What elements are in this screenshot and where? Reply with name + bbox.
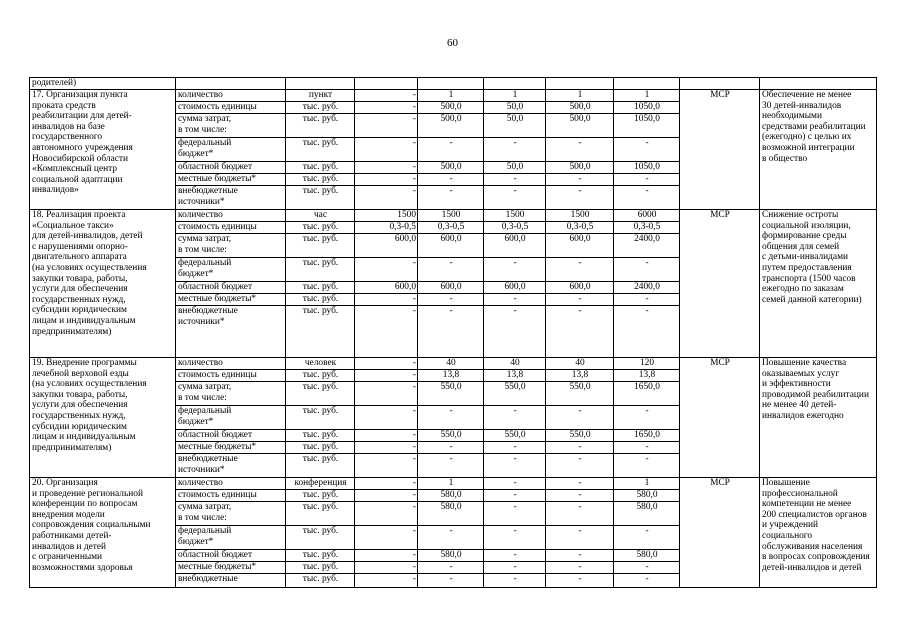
value-cell: - [546,550,614,562]
value-cell: - [355,174,418,186]
value-cell: 600,0 [418,234,484,258]
value-cell: - [546,502,614,526]
value-cell: - [355,526,418,550]
unit-cell: тыс. руб. [286,382,355,406]
value-cell: 1050,0 [614,114,680,138]
measure-description: 20. Организация и проведение региональной конференции по вопросам внедрения модели сопровождения социальными работниками детей- инвалидов и детей с ограниченными возможностями здоровья [30,478,176,588]
value-cell: - [418,306,484,358]
value-cell: 600,0 [484,282,546,294]
value-cell: - [614,562,680,574]
value-cell: 1 [418,478,484,490]
value-cell: 1500 [418,210,484,222]
value-cell: - [355,186,418,210]
value-cell: - [614,186,680,210]
value-cell: - [614,574,680,588]
value-cell: 550,0 [484,382,546,406]
value-cell: 1 [614,478,680,490]
indicator-label: федеральный бюджет* [176,258,286,282]
value-cell: - [355,102,418,114]
value-cell: 13,8 [546,370,614,382]
unit-cell: тыс. руб. [286,526,355,550]
value-cell: 600,0 [546,282,614,294]
value-cell: 40 [418,358,484,370]
value-cell: - [418,526,484,550]
value-cell: - [355,138,418,162]
value-cell: - [546,406,614,430]
value-cell: - [484,138,546,162]
value-cell: 40 [546,358,614,370]
indicator-label: федеральный бюджет* [176,138,286,162]
value-cell: 600,0 [484,234,546,258]
expected-result: Снижение остроты социальной изоляции, формирование среды общения для семей с детьми-инвалидами путем предоставления транспорта (1500 часов ежегодно по заказам семей данной категории) [760,210,877,358]
value-cell: - [355,358,418,370]
value-cell: 550,0 [418,382,484,406]
value-cell: - [546,490,614,502]
value-cell: 1 [418,90,484,102]
indicator-label: областной бюджет [176,550,286,562]
unit-cell: час [286,210,355,222]
value-cell: 1500 [484,210,546,222]
value-cell: 2400,0 [614,282,680,294]
expected-result: Повышение профессиональной компетенции не менее 200 специалистов органов и учреждений социального обслуживания населения в вопросах сопровождения детей-инвалидов и детей [760,478,877,588]
value-cell: - [546,526,614,550]
indicator-label: местные бюджеты* [176,294,286,306]
value-cell: - [355,306,418,358]
value-cell: - [546,186,614,210]
unit-cell: тыс. руб. [286,186,355,210]
value-cell: - [546,478,614,490]
value-cell: 1 [614,90,680,102]
value-cell: - [484,562,546,574]
value-cell: - [355,382,418,406]
indicator-label: местные бюджеты* [176,174,286,186]
indicator-label: внебюджетные источники* [176,186,286,210]
value-cell: - [484,294,546,306]
value-cell: - [546,258,614,282]
value-cell: - [355,454,418,478]
value-cell: 580,0 [614,490,680,502]
unit-cell: тыс. руб. [286,114,355,138]
unit-cell: тыс. руб. [286,442,355,454]
indicator-label: стоимость единицы [176,222,286,234]
indicator-label: сумма затрат, в том числе: [176,114,286,138]
indicator-label: областной бюджет [176,162,286,174]
measure-description: 18. Реализация проекта «Социальное такси» для детей-инвалидов, детей с нарушениями опорно- двигательного аппарата (на условиях осуществления закупки товара, работы, услуги для обеспечения государственных нужд, субсидии юридическим лицам и индивидуальным предпринимателям) [30,210,176,358]
value-cell: - [614,258,680,282]
value-cell: 600,0 [355,282,418,294]
executor-cell: МСР [680,358,760,478]
value-cell: - [418,562,484,574]
value-cell: 580,0 [418,490,484,502]
value-cell: 13,8 [484,370,546,382]
indicator-label: сумма затрат, в том числе: [176,502,286,526]
value-cell: 550,0 [484,430,546,442]
value-cell: 1650,0 [614,382,680,406]
indicator-label: федеральный бюджет* [176,526,286,550]
value-cell: 1650,0 [614,430,680,442]
unit-cell: тыс. руб. [286,454,355,478]
value-cell: - [355,478,418,490]
value-cell: 0,3-0,5 [418,222,484,234]
indicator-label: внебюджетные [176,574,286,588]
unit-cell: тыс. руб. [286,490,355,502]
continuation-text: родителей) [30,78,176,90]
value-cell: - [614,442,680,454]
value-cell: - [418,138,484,162]
executor-cell: МСР [680,478,760,588]
table-row [30,358,877,370]
value-cell: - [355,550,418,562]
unit-cell: тыс. руб. [286,574,355,588]
value-cell: - [418,454,484,478]
value-cell: - [418,174,484,186]
value-cell: - [614,138,680,162]
continuation-row [30,78,877,90]
value-cell: - [355,370,418,382]
value-cell: 0,3-0,5 [546,222,614,234]
value-cell: 600,0 [355,234,418,258]
value-cell: - [418,258,484,282]
value-cell: - [484,174,546,186]
value-cell: 600,0 [418,282,484,294]
unit-cell: конференция [286,478,355,490]
unit-cell: тыс. руб. [286,258,355,282]
indicator-label: местные бюджеты* [176,562,286,574]
indicator-label: сумма затрат, в том числе: [176,234,286,258]
indicator-label: количество [176,210,286,222]
indicator-label: стоимость единицы [176,102,286,114]
value-cell: - [546,574,614,588]
value-cell: 1 [484,90,546,102]
unit-cell: тыс. руб. [286,234,355,258]
value-cell: 550,0 [546,382,614,406]
program-measures-table [29,77,877,588]
value-cell: - [355,114,418,138]
indicator-label: количество [176,90,286,102]
value-cell: - [484,406,546,430]
value-cell: - [355,90,418,102]
executor-cell: МСР [680,210,760,358]
value-cell: - [546,454,614,478]
unit-cell: тыс. руб. [286,306,355,358]
value-cell: 13,8 [418,370,484,382]
value-cell: 6000 [614,210,680,222]
value-cell: - [355,430,418,442]
value-cell: - [418,442,484,454]
measure-description: 17. Организация пункта проката средств реабилитации для детей- инвалидов на базе государственного автономного учреждения Новосибирской области «Комплексный центр социальной адаптации инвалидов» [30,90,176,210]
value-cell: 500,0 [546,162,614,174]
value-cell: - [484,442,546,454]
indicator-label: количество [176,358,286,370]
value-cell: 50,0 [484,102,546,114]
value-cell: - [614,294,680,306]
value-cell: 580,0 [614,502,680,526]
unit-cell: тыс. руб. [286,430,355,442]
unit-cell: тыс. руб. [286,294,355,306]
value-cell: - [418,406,484,430]
value-cell: - [355,562,418,574]
table-row [30,90,877,102]
value-cell: 500,0 [546,102,614,114]
value-cell: 550,0 [546,430,614,442]
indicator-label: внебюджетные источники* [176,454,286,478]
value-cell: - [355,258,418,282]
unit-cell: тыс. руб. [286,282,355,294]
value-cell: - [484,186,546,210]
unit-cell: тыс. руб. [286,550,355,562]
unit-cell: тыс. руб. [286,162,355,174]
value-cell: 500,0 [418,114,484,138]
value-cell: - [484,306,546,358]
indicator-label: стоимость единицы [176,370,286,382]
unit-cell: пункт [286,90,355,102]
indicator-label: сумма затрат, в том числе: [176,382,286,406]
page-number: 60 [447,37,458,49]
value-cell: 580,0 [614,550,680,562]
value-cell: - [355,490,418,502]
value-cell: - [484,258,546,282]
unit-cell: тыс. руб. [286,222,355,234]
value-cell: 50,0 [484,114,546,138]
value-cell: 1 [546,90,614,102]
indicator-label: местные бюджеты* [176,442,286,454]
value-cell: - [546,174,614,186]
value-cell: 550,0 [418,430,484,442]
value-cell: - [418,186,484,210]
value-cell: 120 [614,358,680,370]
value-cell: - [614,306,680,358]
unit-cell: тыс. руб. [286,102,355,114]
value-cell: 1050,0 [614,162,680,174]
indicator-label: стоимость единицы [176,490,286,502]
value-cell: 600,0 [546,234,614,258]
unit-cell: тыс. руб. [286,502,355,526]
value-cell: - [614,526,680,550]
value-cell: - [484,502,546,526]
value-cell: - [484,478,546,490]
indicator-label: областной бюджет [176,282,286,294]
value-cell: - [355,442,418,454]
unit-cell: тыс. руб. [286,406,355,430]
value-cell: - [484,526,546,550]
value-cell: - [484,574,546,588]
value-cell: - [546,442,614,454]
value-cell: 1500 [355,210,418,222]
value-cell: 0,3-0,5 [484,222,546,234]
value-cell: 40 [484,358,546,370]
value-cell: - [418,294,484,306]
unit-cell: человек [286,358,355,370]
value-cell: - [484,550,546,562]
unit-cell: тыс. руб. [286,138,355,162]
value-cell: 500,0 [418,102,484,114]
value-cell: - [355,574,418,588]
executor-cell: МСР [680,90,760,210]
value-cell: 580,0 [418,550,484,562]
value-cell: 2400,0 [614,234,680,258]
value-cell: - [418,574,484,588]
value-cell: - [614,174,680,186]
value-cell: 1050,0 [614,102,680,114]
value-cell: - [355,162,418,174]
value-cell: - [614,406,680,430]
value-cell: - [355,502,418,526]
value-cell: - [355,406,418,430]
value-cell: 500,0 [418,162,484,174]
value-cell: 50,0 [484,162,546,174]
value-cell: - [546,294,614,306]
expected-result: Повышение качества оказываемых услуг и эффективности проводимой реабилитации не менее 40 детей- инвалидов ежегодно [760,358,877,478]
value-cell: - [484,454,546,478]
indicator-label: областной бюджет [176,430,286,442]
measure-description: 19. Внедрение программы лечебной верховой езды (на условиях осуществления закупки товара, работы, услуги для обеспечения государственных нужд, субсидии юридическим лицам и индивидуальным предпринимателям) [30,358,176,478]
value-cell: 13,8 [614,370,680,382]
value-cell: - [546,138,614,162]
table-row [30,210,877,222]
value-cell: 580,0 [418,502,484,526]
value-cell: - [355,294,418,306]
indicator-label: внебюджетные источники* [176,306,286,358]
value-cell: - [546,562,614,574]
unit-cell: тыс. руб. [286,370,355,382]
value-cell: 0,3-0,5 [614,222,680,234]
table-row [30,478,877,490]
value-cell: - [614,454,680,478]
indicator-label: федеральный бюджет* [176,406,286,430]
unit-cell: тыс. руб. [286,562,355,574]
value-cell: 500,0 [546,114,614,138]
value-cell: - [546,306,614,358]
value-cell: 0,3-0,5 [355,222,418,234]
expected-result: Обеспечение не менее 30 детей-инвалидов необходимыми средствами реабилитации (ежегодно) с целью их возможной интеграции в общество [760,90,877,210]
value-cell: - [484,490,546,502]
indicator-label: количество [176,478,286,490]
value-cell: 1500 [546,210,614,222]
unit-cell: тыс. руб. [286,174,355,186]
